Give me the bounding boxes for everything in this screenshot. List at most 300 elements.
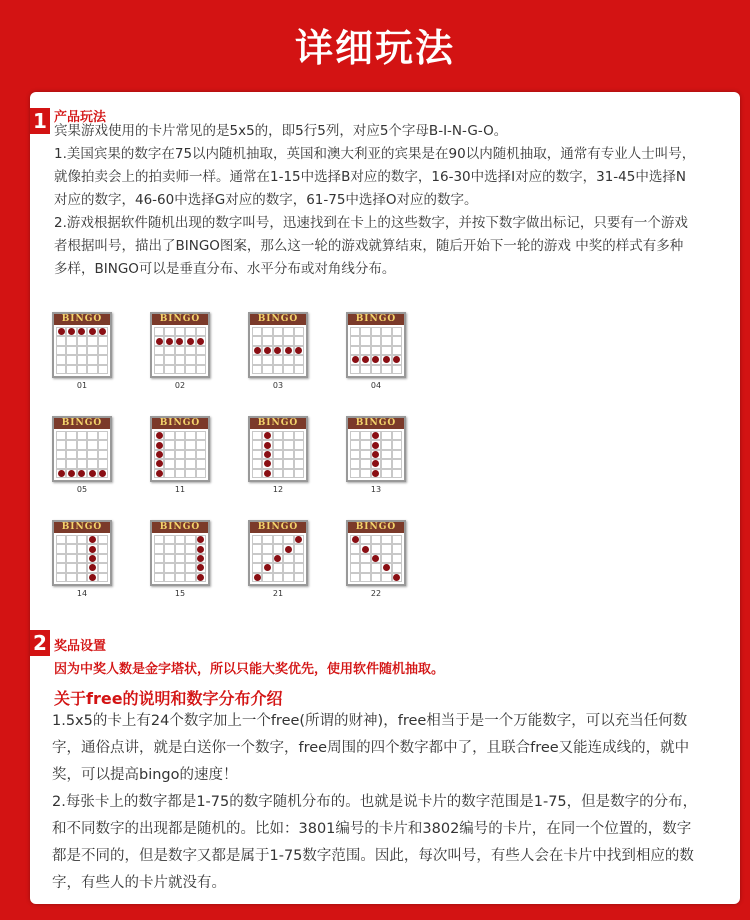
- bingo-cell: [294, 573, 304, 582]
- bingo-cell: [350, 336, 360, 345]
- bingo-cell: [66, 535, 76, 544]
- bingo-cell: [77, 431, 87, 440]
- bingo-cell: [164, 544, 174, 553]
- bingo-card-label: 11: [174, 485, 186, 494]
- bingo-cell: [77, 563, 87, 572]
- bingo-marked-cell: [262, 346, 272, 355]
- bingo-grid: [56, 431, 108, 478]
- bingo-cell: [56, 450, 66, 459]
- bingo-marked-cell: [273, 554, 283, 563]
- bingo-marked-cell: [196, 563, 206, 572]
- bingo-cell: [164, 327, 174, 336]
- bingo-cell: [350, 327, 360, 336]
- section-1-line: 1.美国宾果的数字在75以内随机抽取，英国和澳大利亚的宾果是在90以内随机抽取，通常有专业人士叫号，: [54, 146, 696, 162]
- bingo-card-header: BINGO: [54, 314, 110, 325]
- bingo-card-label: 22: [370, 589, 382, 598]
- bingo-cell: [273, 440, 283, 449]
- bingo-cell: [175, 554, 185, 563]
- bingo-cell: [185, 554, 195, 563]
- page-title: 详细玩法: [294, 25, 455, 70]
- bingo-cell: [360, 469, 370, 478]
- bingo-card: [346, 520, 406, 586]
- bingo-marked-cell: [77, 469, 87, 478]
- bingo-cell: [381, 346, 391, 355]
- bingo-cell: [175, 327, 185, 336]
- bingo-cell: [175, 431, 185, 440]
- bingo-cell: [87, 355, 97, 364]
- bingo-cell: [262, 554, 272, 563]
- section-2-red-line: 因为中奖人数是金字塔状，所以只能大奖优先，使用软件随机抽取。: [54, 662, 445, 677]
- bingo-cell: [66, 573, 76, 582]
- bingo-marked-cell: [381, 563, 391, 572]
- bingo-cell: [252, 431, 262, 440]
- bingo-marked-cell: [371, 355, 381, 364]
- section-2-line: 2.每张卡上的数字都是1-75的数字随机分布的。也就是说卡片的数字范围是1-75，但是数字的分布，: [52, 794, 698, 810]
- bingo-cell: [154, 346, 164, 355]
- bingo-cell: [154, 327, 164, 336]
- bingo-marked-cell: [283, 544, 293, 553]
- bingo-cell: [273, 431, 283, 440]
- bingo-cell: [98, 573, 108, 582]
- bingo-card: [150, 416, 210, 482]
- bingo-cell: [350, 544, 360, 553]
- bingo-card-header: BINGO: [54, 418, 110, 429]
- bingo-marked-cell: [66, 327, 76, 336]
- bingo-cell: [87, 365, 97, 374]
- bingo-card-header: BINGO: [152, 522, 208, 533]
- bingo-marked-cell: [371, 440, 381, 449]
- bingo-marked-cell: [154, 336, 164, 345]
- bingo-marked-cell: [87, 544, 97, 553]
- bingo-cell: [294, 469, 304, 478]
- bingo-cell: [164, 365, 174, 374]
- bingo-marked-cell: [262, 563, 272, 572]
- bingo-cell: [164, 554, 174, 563]
- bingo-cell: [381, 544, 391, 553]
- bingo-cell: [175, 365, 185, 374]
- bingo-card: [150, 520, 210, 586]
- bingo-cell: [294, 355, 304, 364]
- bingo-cell: [350, 459, 360, 468]
- bingo-cell: [66, 554, 76, 563]
- bingo-cell: [66, 459, 76, 468]
- bingo-marked-cell: [196, 554, 206, 563]
- bingo-cell: [371, 346, 381, 355]
- bingo-cell: [371, 336, 381, 345]
- bingo-marked-cell: [252, 346, 262, 355]
- bingo-cell: [185, 563, 195, 572]
- bingo-marked-cell: [154, 440, 164, 449]
- bingo-marked-cell: [154, 431, 164, 440]
- bingo-cell: [294, 544, 304, 553]
- bingo-cell: [381, 469, 391, 478]
- bingo-cell: [185, 327, 195, 336]
- bingo-cell: [66, 431, 76, 440]
- bingo-card: [52, 312, 112, 378]
- bingo-cell: [164, 573, 174, 582]
- bingo-cell: [350, 440, 360, 449]
- bingo-cell: [360, 336, 370, 345]
- bingo-cell: [175, 459, 185, 468]
- bingo-card: [52, 520, 112, 586]
- bingo-cell: [283, 469, 293, 478]
- bingo-cell: [360, 554, 370, 563]
- bingo-cell: [392, 365, 402, 374]
- bingo-cell: [164, 450, 174, 459]
- bingo-cell: [360, 327, 370, 336]
- bingo-cell: [273, 573, 283, 582]
- bingo-cell: [371, 535, 381, 544]
- bingo-grid: [252, 327, 304, 374]
- bingo-marked-cell: [98, 327, 108, 336]
- bingo-marked-cell: [273, 346, 283, 355]
- bingo-cell: [185, 365, 195, 374]
- bingo-grid: [252, 431, 304, 478]
- bingo-cell: [56, 554, 66, 563]
- bingo-cell: [154, 355, 164, 364]
- bingo-cell: [360, 535, 370, 544]
- bingo-cell: [154, 563, 164, 572]
- bingo-cell: [154, 554, 164, 563]
- bingo-cell: [56, 459, 66, 468]
- bingo-card-label: 02: [174, 381, 186, 390]
- bingo-cell: [87, 431, 97, 440]
- bingo-cell: [392, 469, 402, 478]
- section-2-line: 字，有些人的卡片就没有。: [52, 875, 226, 891]
- bingo-cell: [175, 544, 185, 553]
- bingo-cell: [273, 327, 283, 336]
- bingo-cell: [294, 563, 304, 572]
- bingo-cell: [350, 450, 360, 459]
- bingo-card-05: [52, 416, 116, 494]
- bingo-marked-cell: [87, 469, 97, 478]
- bingo-cell: [196, 450, 206, 459]
- bingo-cell: [273, 459, 283, 468]
- bingo-cell: [196, 355, 206, 364]
- bingo-card-header: BINGO: [152, 418, 208, 429]
- bingo-marked-cell: [371, 431, 381, 440]
- bingo-cell: [196, 327, 206, 336]
- bingo-cell: [98, 554, 108, 563]
- bingo-cell: [196, 440, 206, 449]
- bingo-grid: [56, 327, 108, 374]
- bingo-cell: [283, 440, 293, 449]
- bingo-marked-cell: [164, 336, 174, 345]
- bingo-cell: [56, 336, 66, 345]
- bingo-card-15: [150, 520, 214, 598]
- bingo-grid: [56, 535, 108, 582]
- bingo-cell: [283, 336, 293, 345]
- bingo-cell: [56, 535, 66, 544]
- bingo-grid: [154, 535, 206, 582]
- bingo-marked-cell: [371, 450, 381, 459]
- bingo-cell: [262, 327, 272, 336]
- bingo-grid: [350, 327, 402, 374]
- bingo-cell: [294, 450, 304, 459]
- bingo-cell: [56, 431, 66, 440]
- bingo-cell: [360, 573, 370, 582]
- bingo-card-label: 21: [272, 589, 284, 598]
- bingo-cell: [66, 346, 76, 355]
- bingo-cell: [56, 544, 66, 553]
- bingo-cell: [175, 535, 185, 544]
- bingo-cell: [185, 440, 195, 449]
- section-1-line: 多样，BINGO可以是垂直分布、水平分布或对角线分布。: [54, 261, 396, 277]
- bingo-cell: [164, 440, 174, 449]
- bingo-marked-cell: [283, 346, 293, 355]
- bingo-cell: [98, 450, 108, 459]
- section-2-line: 都是不同的，但是数字又都是属于1-75数字范围。因此，每次叫号，有些人会在卡片中找到相应的数: [52, 848, 694, 864]
- bingo-marked-cell: [196, 535, 206, 544]
- bingo-cell: [381, 365, 391, 374]
- bingo-cell: [252, 469, 262, 478]
- bingo-cell: [98, 535, 108, 544]
- bingo-cell: [381, 573, 391, 582]
- bingo-card-header: BINGO: [54, 522, 110, 533]
- bingo-card: [346, 416, 406, 482]
- section-2-title: 奖品设置: [54, 639, 107, 654]
- bingo-cell: [252, 554, 262, 563]
- bingo-cell: [392, 459, 402, 468]
- bingo-cell: [262, 573, 272, 582]
- bingo-cell: [350, 563, 360, 572]
- bingo-cell: [392, 563, 402, 572]
- bingo-marked-cell: [350, 355, 360, 364]
- bingo-cell: [196, 346, 206, 355]
- bingo-grid: [350, 535, 402, 582]
- bingo-cell: [392, 440, 402, 449]
- bingo-cell: [56, 365, 66, 374]
- bingo-cell: [262, 336, 272, 345]
- bingo-cell: [56, 440, 66, 449]
- bingo-card-label: 12: [272, 485, 284, 494]
- bingo-cell: [66, 563, 76, 572]
- bingo-cell: [196, 365, 206, 374]
- bingo-cell: [164, 535, 174, 544]
- bingo-cell: [392, 327, 402, 336]
- bingo-cell: [196, 469, 206, 478]
- bingo-cell: [392, 554, 402, 563]
- bingo-cell: [252, 365, 262, 374]
- bingo-cell: [185, 535, 195, 544]
- bingo-cell: [371, 544, 381, 553]
- bingo-cell: [283, 459, 293, 468]
- bingo-cell: [294, 554, 304, 563]
- section-1-body: [54, 120, 734, 281]
- section-1-line: 宾果游戏使用的卡片常见的是5x5的，即5行5列，对应5个字母B-I-N-G-O。: [54, 123, 508, 139]
- section-2-line: 和不同数字的出现都是随机的。比如：3801编号的卡片和3802编号的卡片，在同一个位置的，数字: [52, 821, 692, 837]
- bingo-marked-cell: [360, 355, 370, 364]
- bingo-cell: [392, 544, 402, 553]
- bingo-cell: [392, 431, 402, 440]
- bingo-cell: [252, 544, 262, 553]
- bingo-cell: [56, 563, 66, 572]
- bingo-card-label: 05: [76, 485, 88, 494]
- bingo-cell: [392, 346, 402, 355]
- bingo-cell: [185, 469, 195, 478]
- bingo-cell: [283, 327, 293, 336]
- bingo-cell: [56, 573, 66, 582]
- bingo-cell: [154, 544, 164, 553]
- bingo-marked-cell: [185, 336, 195, 345]
- bingo-cell: [294, 336, 304, 345]
- bingo-card-label: 04: [370, 381, 382, 390]
- bingo-marked-cell: [175, 336, 185, 345]
- bingo-card-11: [150, 416, 214, 494]
- bingo-marked-cell: [87, 563, 97, 572]
- bingo-cell: [273, 535, 283, 544]
- bingo-cell: [360, 450, 370, 459]
- bingo-cell: [350, 365, 360, 374]
- bingo-cell: [77, 355, 87, 364]
- bingo-cell: [164, 563, 174, 572]
- section-1-line: 就像拍卖会上的拍卖师一样。通常在1-15中选择B对应的数字，16-30中选择I对应的数字，31-45中选择N: [54, 169, 686, 185]
- bingo-card-12: [248, 416, 312, 494]
- bingo-cell: [262, 365, 272, 374]
- bingo-cell: [371, 563, 381, 572]
- bingo-marked-cell: [56, 327, 66, 336]
- bingo-marked-cell: [371, 554, 381, 563]
- bingo-cell: [392, 450, 402, 459]
- bingo-marked-cell: [371, 459, 381, 468]
- bingo-cell: [164, 346, 174, 355]
- bingo-card: [150, 312, 210, 378]
- page-header: [0, 0, 750, 88]
- bingo-cell: [185, 346, 195, 355]
- bingo-cell: [164, 469, 174, 478]
- bingo-cell: [381, 336, 391, 345]
- bingo-cell: [196, 459, 206, 468]
- bingo-cell: [66, 355, 76, 364]
- bingo-marked-cell: [87, 554, 97, 563]
- bingo-cell: [77, 573, 87, 582]
- bingo-cell: [252, 336, 262, 345]
- bingo-cell: [98, 544, 108, 553]
- bingo-cell: [164, 431, 174, 440]
- bingo-marked-cell: [66, 469, 76, 478]
- bingo-cell: [283, 355, 293, 364]
- bingo-cell: [185, 450, 195, 459]
- bingo-cell: [381, 450, 391, 459]
- bingo-cell: [77, 535, 87, 544]
- bingo-cell: [185, 544, 195, 553]
- bingo-cell: [98, 355, 108, 364]
- bingo-cell: [262, 535, 272, 544]
- bingo-cell: [360, 431, 370, 440]
- bingo-cell: [350, 554, 360, 563]
- bingo-cell: [381, 459, 391, 468]
- bingo-card: [52, 416, 112, 482]
- bingo-card-13: [346, 416, 410, 494]
- bingo-cell: [252, 535, 262, 544]
- section-1-number: 1: [30, 108, 50, 134]
- bingo-cell: [294, 459, 304, 468]
- bingo-cell: [252, 563, 262, 572]
- bingo-cell: [273, 450, 283, 459]
- bingo-grid: [252, 535, 304, 582]
- bingo-cell: [252, 327, 262, 336]
- bingo-cell: [87, 440, 97, 449]
- bingo-cell: [87, 346, 97, 355]
- bingo-card-03: [248, 312, 312, 390]
- bingo-marked-cell: [360, 544, 370, 553]
- bingo-cell: [66, 450, 76, 459]
- bingo-cell: [350, 346, 360, 355]
- bingo-cell: [252, 459, 262, 468]
- bingo-cell: [381, 440, 391, 449]
- bingo-cell: [77, 346, 87, 355]
- bingo-cell: [175, 355, 185, 364]
- bingo-cell: [175, 346, 185, 355]
- bingo-card-22: [346, 520, 410, 598]
- bingo-card-14: [52, 520, 116, 598]
- bingo-cell: [66, 544, 76, 553]
- bingo-marked-cell: [154, 459, 164, 468]
- section-1-line: 者根据叫号，描出了BINGO图案，那么这一轮的游戏就算结束，随后开始下一轮的游戏 中奖的样式有多种: [54, 238, 684, 254]
- bingo-marked-cell: [262, 469, 272, 478]
- bingo-grid: [350, 431, 402, 478]
- bingo-cell: [196, 431, 206, 440]
- bingo-cell: [252, 355, 262, 364]
- bingo-cell: [392, 336, 402, 345]
- bingo-cell: [360, 563, 370, 572]
- bingo-cell: [350, 573, 360, 582]
- bingo-cell: [77, 450, 87, 459]
- bingo-cell: [294, 327, 304, 336]
- bingo-marked-cell: [87, 535, 97, 544]
- bingo-cell: [87, 450, 97, 459]
- bingo-cell: [371, 573, 381, 582]
- section-2-body: [52, 708, 736, 897]
- bingo-cell: [175, 440, 185, 449]
- bingo-cell: [350, 431, 360, 440]
- bingo-cell: [164, 355, 174, 364]
- bingo-card-header: BINGO: [348, 418, 404, 429]
- bingo-cell: [381, 535, 391, 544]
- bingo-cell: [98, 459, 108, 468]
- bingo-cell: [371, 365, 381, 374]
- bingo-cell: [164, 459, 174, 468]
- bingo-card: [248, 520, 308, 586]
- bingo-cell: [175, 469, 185, 478]
- bingo-marked-cell: [56, 469, 66, 478]
- bingo-cell: [273, 469, 283, 478]
- bingo-marked-cell: [262, 440, 272, 449]
- bingo-cell: [77, 336, 87, 345]
- bingo-cell: [77, 554, 87, 563]
- bingo-cell: [154, 365, 164, 374]
- section-2-subtitle: 关于free的说明和数字分布介绍: [54, 689, 283, 708]
- bingo-cell: [175, 563, 185, 572]
- bingo-cell: [360, 346, 370, 355]
- bingo-cell: [175, 573, 185, 582]
- section-2-line: 1.5x5的卡上有24个数字加上一个free(所谓的财神)，free相当于是一个万能数字，可以充当任何数: [52, 713, 688, 729]
- bingo-marked-cell: [154, 450, 164, 459]
- bingo-cell: [273, 336, 283, 345]
- bingo-marked-cell: [392, 355, 402, 364]
- bingo-cell: [360, 440, 370, 449]
- bingo-card-header: BINGO: [152, 314, 208, 325]
- bingo-card-label: 15: [174, 589, 186, 598]
- bingo-card: [248, 312, 308, 378]
- bingo-cell: [87, 459, 97, 468]
- bingo-cell: [77, 459, 87, 468]
- bingo-cell: [273, 355, 283, 364]
- bingo-cell: [185, 573, 195, 582]
- bingo-card-header: BINGO: [348, 522, 404, 533]
- bingo-cell: [360, 459, 370, 468]
- bingo-cell: [98, 365, 108, 374]
